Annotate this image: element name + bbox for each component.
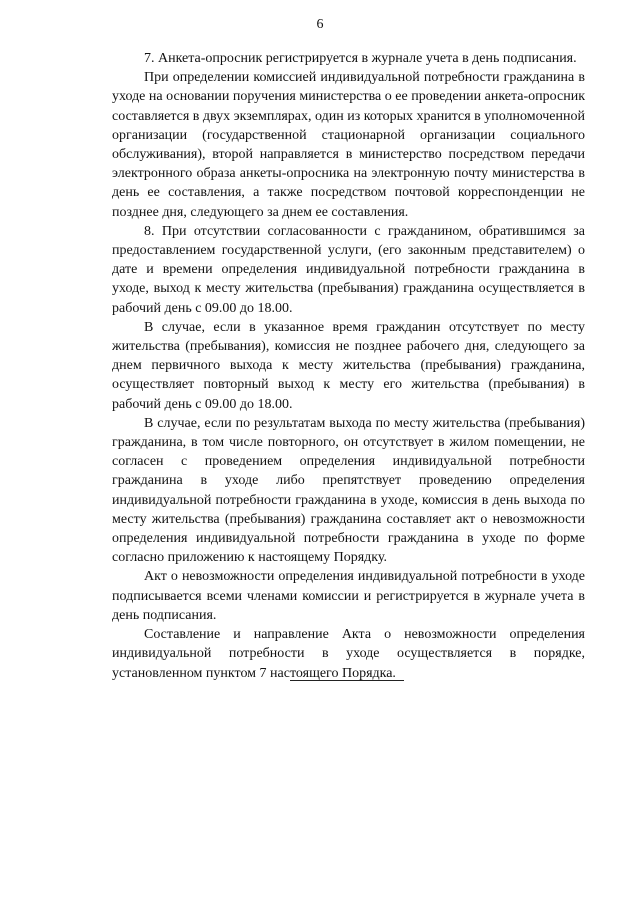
paragraph-act-procedure: Составление и направление Акта о невозможности определения индивидуальной потребности в уходе осуществляется в порядке, установленном пунктом 7 настоящего Порядка. xyxy=(112,627,585,681)
page-number: 6 xyxy=(316,17,324,32)
paragraph-impossibility-act: В случае, если по результатам выхода по месту жительства (пребывания) гражданина, в том числе повторного, он отсутствует в жилом помещении, не согласен с проведением определения индивидуальной потребности гражданина в уходе либо препятствует проведению определения индивидуальной потребности гражданина в уходе, комиссия в день выхода по месту жительства (пребывания) гражданина составляет акт о невозможности определения индивидуальной потребности гражданина в уходе по форме согласно приложению к настоящему Порядку. xyxy=(112,415,585,566)
paragraph-questionnaire-copies: При определении комиссией индивидуальной потребности гражданина в уходе на основании поручения министерства о ее проведении анкета-опросник составляется в двух экземплярах, один из которых хранится в уполномоченной организации (государственной стационарной организации социального обслуживания), второй направляется в министерство посредством передачи электронного образа анкеты-опросника на электронную почту министерства в день ее составления, а также посредством почтовой корреспонденции не позднее дня, следующего за днем ее составления. xyxy=(112,70,585,220)
paragraph-clause-8-visit-time: 8. При отсутствии согласованности с гражданином, обратившимся за предоставлением государственной услуги, (его законным представителем) о дате и времени определения индивидуальной потребности гражданина в уходе, выход к месту жительства (пребывания) гражданина осуществляется в рабочий день с 09.00 до 18.00. xyxy=(112,223,585,316)
paragraph-clause-7-registration: 7. Анкета-опросник регистрируется в журнале учета в день подписания. xyxy=(144,51,577,66)
document-body xyxy=(112,49,585,683)
end-separator-line xyxy=(290,680,404,681)
paragraph-act-signing: Акт о невозможности определения индивидуальной потребности в уходе подписывается всеми членами комиссии и регистрируется в журнале учета в день подписания. xyxy=(112,569,585,623)
paragraph-repeat-visit: В случае, если в указанное время гражданин отсутствует по месту жительства (пребывания), комиссия не позднее рабочего дня, следующего за днем первичного выхода к месту жительства (пребывания) гражданина, осуществляет повторный выход к месту его жительства (пребывания) в рабочий день с 09.00 до 18.00. xyxy=(112,319,585,412)
